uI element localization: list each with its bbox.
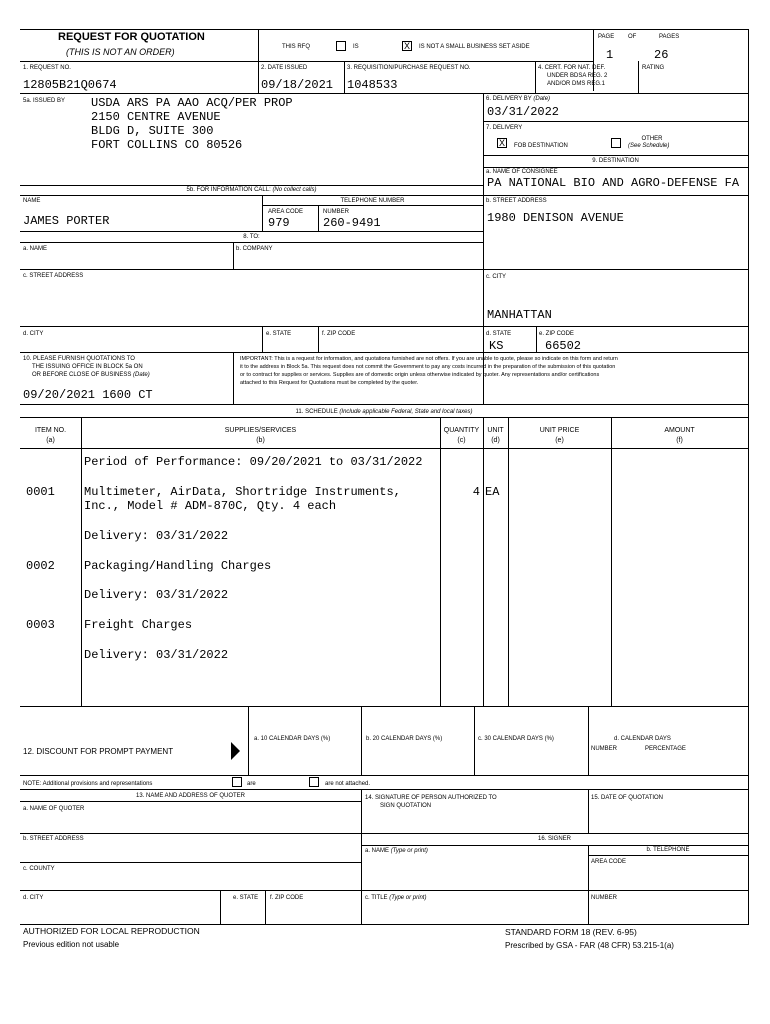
quoter-state-label: e. STATE: [233, 895, 259, 901]
to-zip-label: f. ZIP CODE: [322, 331, 356, 337]
delivery-by-label: 6. DELIVERY BY (Date): [486, 96, 551, 102]
col-amount-sub: (f): [676, 437, 683, 444]
col-price: UNIT PRICE: [539, 427, 580, 434]
signature-label-1: 14. SIGNATURE OF PERSON AUTHORIZED TO: [365, 795, 497, 801]
important-notice: IMPORTANT: This is a request for information, and quotations furnished are not offers. If you are unable to quote, please so indicate on this form and return it to the address in Block 5a. This request does not commit the Government to pay any costs incurred in the preparation of the submission of this quotation or to contract for supplies or services. Supplies are of domestic origin unless otherwise indicated by quoter. Any representations and/or certifications attached to this Request for Quotations must be completed by the quoter.: [240, 356, 618, 386]
dest-street: 1980 DENISON AVENUE: [487, 211, 624, 225]
destination-label: 9. DESTINATION: [592, 158, 639, 164]
item-number: 0003: [26, 618, 55, 632]
cert-label-3: AND/OR DMS REG.1: [547, 81, 606, 87]
col-amount: AMOUNT: [664, 427, 695, 434]
to-name-label: a. NAME: [23, 246, 48, 252]
to-street-label: c. STREET ADDRESS: [23, 273, 84, 279]
discount-number-label: NUMBER: [591, 746, 618, 752]
total-pages: 26: [654, 48, 669, 62]
other-label: OTHER: [641, 136, 663, 142]
item-delivery: Delivery: 03/31/2022: [84, 588, 229, 602]
item-number: 0001: [26, 485, 55, 499]
signer-title-label: c. TITLE (Type or print): [365, 895, 427, 901]
signer-telephone-label: b. TELEPHONE: [646, 847, 690, 853]
item-unit: EA: [485, 485, 500, 499]
to-label: 8. TO:: [243, 234, 260, 240]
dest-zip: 66502: [545, 339, 582, 353]
col-supplies-sub: (b): [256, 437, 265, 444]
item-number: 0002: [26, 559, 55, 573]
issued-by-line3: BLDG D, SUITE 300: [91, 124, 214, 138]
pages-label: PAGES: [659, 34, 680, 40]
cert-label-2: UNDER BDSA REG. 2: [547, 73, 608, 79]
issued-by-line1: USDA ARS PA AAO ACQ/PER PROP: [91, 96, 293, 110]
col-item: ITEM NO.: [34, 427, 67, 434]
discount-10-days: a. 10 CALENDAR DAYS (%): [254, 736, 331, 742]
consignee-label: a. NAME OF CONSIGNEE: [486, 169, 558, 175]
are-not-label: are not attached.: [325, 781, 371, 787]
signer-area-code-label: AREA CODE: [591, 859, 627, 865]
other-checkbox[interactable]: [611, 138, 621, 148]
phone-number: 260-9491: [323, 216, 381, 230]
quoter-zip-label: f. ZIP CODE: [270, 895, 304, 901]
are-label: are: [247, 781, 256, 787]
phone-number-label: NUMBER: [323, 209, 350, 215]
quoter-city-label: d. CITY: [23, 895, 44, 901]
delivery-by: 03/31/2022: [487, 105, 560, 119]
request-no: 12805B21Q0674: [23, 78, 117, 92]
rfq-is-checkbox[interactable]: [336, 41, 346, 51]
page-number: 1: [606, 48, 614, 62]
issued-by-line4: FORT COLLINS CO 80526: [91, 138, 243, 152]
is-label: IS: [353, 44, 359, 50]
discount-percentage-label: PERCENTAGE: [645, 746, 686, 752]
schedule-title: 11. SCHEDULE (Include applicable Federal, State and local taxes): [295, 409, 473, 415]
cert-label-1: 4. CERT. FOR NAT. DEF.: [538, 65, 606, 71]
requisition-label: 3. REQUISITION/PURCHASE REQUEST NO.: [347, 65, 471, 71]
dest-zip-label: e. ZIP CODE: [539, 331, 574, 337]
quoter-county-label: c. COUNTY: [23, 866, 55, 872]
delivery-label: 7. DELIVERY: [486, 125, 523, 131]
date-issued: 09/18/2021: [261, 78, 334, 92]
quoter-name-label: a. NAME OF QUOTER: [23, 806, 85, 812]
note-text: NOTE: Additional provisions and representations: [23, 781, 153, 787]
this-rfq-label: THIS RFQ: [282, 44, 310, 50]
contact-name-label: NAME: [23, 198, 41, 204]
rating-label: RATING: [642, 65, 665, 71]
other-sub-label: (See Schedule): [628, 143, 670, 149]
signer-number-label: NUMBER: [591, 895, 618, 901]
of-label: OF: [628, 34, 637, 40]
dest-street-label: b. STREET ADDRESS: [486, 198, 547, 204]
footer-previous-edition: Previous edition not usable: [23, 940, 120, 949]
quoter-street-label: b. STREET ADDRESS: [23, 836, 84, 842]
arrow-right-icon: [231, 742, 240, 760]
not-small-business-label: IS NOT A SMALL BUSINESS SET ASIDE: [419, 44, 530, 50]
form-subtitle: (THIS IS NOT AN ORDER): [66, 47, 175, 57]
col-price-sub: (e): [555, 437, 564, 444]
quotation-date-label: 15. DATE OF QUOTATION: [591, 795, 664, 801]
fob-destination-label: FOB DESTINATION: [514, 143, 568, 149]
col-supplies: SUPPLIES/SERVICES: [224, 427, 297, 434]
item-description-line1: Freight Charges: [84, 618, 193, 632]
discount-calendar-days: d. CALENDAR DAYS: [614, 736, 671, 742]
telephone-label: TELEPHONE NUMBER: [340, 198, 405, 204]
provisions-are-not-checkbox[interactable]: [309, 777, 319, 787]
signer-name-label: a. NAME (Type or print): [365, 848, 428, 854]
to-city-label: d. CITY: [23, 331, 44, 337]
dest-state: KS: [489, 339, 504, 353]
contact-name: JAMES PORTER: [23, 214, 110, 228]
form-title: REQUEST FOR QUOTATION: [58, 31, 205, 43]
col-item-sub: (a): [46, 437, 55, 444]
request-no-label: 1. REQUEST NO.: [23, 65, 71, 71]
dest-state-label: d. STATE: [486, 331, 512, 337]
col-qty: QUANTITY: [443, 427, 480, 434]
area-code-label: AREA CODE: [268, 209, 304, 215]
item-description-line1: Packaging/Handling Charges: [84, 559, 272, 573]
col-unit-sub: (d): [491, 437, 500, 444]
to-state-label: e. STATE: [266, 331, 292, 337]
date-issued-label: 2. DATE ISSUED: [261, 65, 308, 71]
dest-city: MANHATTAN: [487, 308, 552, 322]
quotation-due: 09/20/2021 1600 CT: [23, 388, 153, 402]
to-company-label: b. COMPANY: [236, 246, 273, 252]
furnish-line1: 10. PLEASE FURNISH QUOTATIONS TO: [23, 356, 135, 362]
period-of-performance: Period of Performance: 09/20/2021 to 03/31/2022: [84, 455, 423, 469]
page-label: PAGE: [598, 34, 615, 40]
item-quantity: 4: [472, 485, 480, 499]
info-call-label: 5b. FOR INFORMATION CALL: (No collect calls): [186, 187, 317, 193]
area-code: 979: [268, 216, 290, 230]
rfq-is-not-checkbox[interactable]: X: [403, 41, 410, 51]
item-description-line1: Multimeter, AirData, Shortridge Instruments,: [84, 485, 401, 499]
furnish-line2: THE ISSUING OFFICE IN BLOCK 5a ON: [32, 364, 143, 370]
footer-prescribed: Prescribed by GSA - FAR (48 CFR) 53.215-1(a): [505, 941, 674, 950]
consignee: PA NATIONAL BIO AND AGRO-DEFENSE FA: [487, 176, 740, 190]
requisition-no: 1048533: [347, 78, 398, 92]
footer-form-number: STANDARD FORM 18 (REV. 6-95): [505, 927, 637, 937]
item-delivery: Delivery: 03/31/2022: [84, 648, 229, 662]
issued-by-label: 5a. ISSUED BY: [23, 98, 66, 104]
col-unit: UNIT: [487, 427, 504, 434]
discount-label: 12. DISCOUNT FOR PROMPT PAYMENT: [23, 747, 174, 756]
dest-city-label: c. CITY: [486, 274, 507, 280]
item-description-line2: Inc., Model # ADM-870C, Qty. 4 each: [84, 499, 337, 513]
provisions-are-checkbox[interactable]: [232, 777, 242, 787]
signature-label-2: SIGN QUOTATION: [380, 803, 432, 809]
footer-authorized: AUTHORIZED FOR LOCAL REPRODUCTION: [23, 926, 200, 936]
discount-20-days: b. 20 CALENDAR DAYS (%): [366, 736, 443, 742]
item-delivery: Delivery: 03/31/2022: [84, 529, 229, 543]
signer-label: 16. SIGNER: [537, 836, 571, 842]
discount-30-days: c. 30 CALENDAR DAYS (%): [478, 736, 554, 742]
quoter-section-label: 13. NAME AND ADDRESS OF QUOTER: [135, 793, 246, 799]
furnish-line3: OR BEFORE CLOSE OF BUSINESS (Date): [32, 372, 150, 378]
issued-by-line2: 2150 CENTRE AVENUE: [91, 110, 221, 124]
fob-destination-checkbox[interactable]: X: [498, 138, 505, 148]
col-qty-sub: (c): [457, 437, 466, 444]
